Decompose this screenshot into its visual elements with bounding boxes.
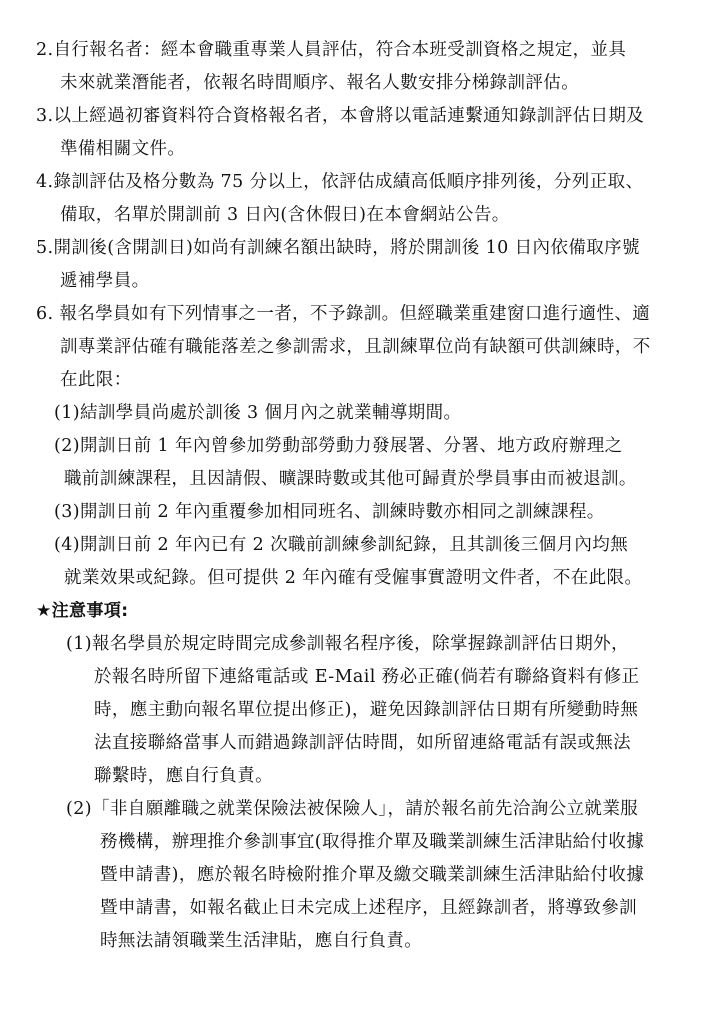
item-2-line-2: 未來就業潛能者，依報名時間順序、報名人數安排分梯錄訓評估。 — [60, 73, 580, 93]
sub-item-2-line-2: 職前訓練課程，且因請假、曠課時數或其他可歸責於學員事由而被退訓。 — [64, 469, 637, 489]
item-6-line-2: 訓專業評估確有職能落差之參訓需求，且訓練單位尚有缺額可供訓練時，不 — [60, 337, 651, 357]
item-3-line-2: 準備相關文件。 — [60, 139, 186, 159]
notice-item-2-line-1: (2)「非自願離職之就業保險法被保險人」，請於報名前先洽詢公立就業服 — [66, 799, 639, 819]
item-5-line-1: 5.開訓後(含開訓日)如尚有訓練名額出缺時，將於開訓後 10 日內依備取序號 — [36, 238, 640, 258]
notice-item-1-line-3: 時，應主動向報名單位提出修正)，避免因錄訓評估日期有所變動時無 — [94, 700, 639, 720]
notice-item-1-line-2: 於報名時所留下連絡電話或 E-Mail 務必正確(倘若有聯絡資料有修正 — [94, 667, 640, 687]
item-2-line-1: 2.自行報名者：經本會職重專業人員評估，符合本班受訓資格之規定，並具 — [36, 40, 627, 60]
item-3-line-1: 3.以上經過初審資料符合資格報名者，本會將以電話連繫通知錄訓評估日期及 — [36, 106, 645, 126]
item-4-line-1: 4.錄訓評估及格分數為 75 分以上，依評估成績高低順序排列後，分列正取、 — [36, 172, 644, 192]
sub-item-1-line-1: (1)結訓學員尚處於訓後 3 個月內之就業輔導期間。 — [54, 403, 462, 423]
item-6-line-1: 6. 報名學員如有下列情事之一者，不予錄訓。但經職業重建窗口進行適性、適 — [36, 304, 651, 324]
notice-item-2-line-3: 暨申請書)，應於報名時檢附推介單及繳交職業訓練生活津貼給付收據 — [100, 865, 645, 885]
notice-item-2-line-5: 時無法請領職業生活津貼，應自行負責。 — [100, 931, 423, 951]
notice-item-2-line-4: 暨申請書，如報名截止日未完成上述程序，且經錄訓者，將導致參訓 — [100, 898, 637, 918]
sub-item-2-line-1: (2)開訓日前 1 年內曾參加勞動部勞動力發展署、分署、地方政府辦理之 — [54, 436, 623, 456]
item-4-line-2: 備取，名單於開訓前 3 日內(含休假日)在本會網站公告。 — [60, 205, 510, 225]
notice-item-1-line-1: (1)報名學員於規定時間完成參訓報名程序後，除掌握錄訓評估日期外， — [66, 634, 629, 654]
sub-item-4-line-1: (4)開訓日前 2 年內已有 2 次職前訓練參訓紀錄，且其訓後三個月內均無 — [54, 535, 629, 555]
sub-item-3-line-1: (3)開訓日前 2 年內重覆參加相同班名、訓練時數亦相同之訓練課程。 — [54, 502, 605, 522]
notice-header: ★注意事項: — [36, 601, 129, 621]
item-6-line-3: 在此限： — [60, 370, 132, 390]
notice-item-1-line-4: 法直接聯絡當事人而錯過錄訓評估時間，如所留連絡電話有誤或無法 — [94, 733, 631, 753]
item-5-line-2: 遞補學員。 — [60, 271, 150, 291]
sub-item-4-line-2: 就業效果或紀錄。但可提供 2 年內確有受僱事實證明文件者，不在此限。 — [64, 568, 643, 588]
notice-item-1-line-5: 聯繫時，應自行負責。 — [94, 766, 273, 786]
notice-item-2-line-2: 務機構，辦理推介參訓事宜(取得推介單及職業訓練生活津貼給付收據 — [100, 832, 645, 852]
